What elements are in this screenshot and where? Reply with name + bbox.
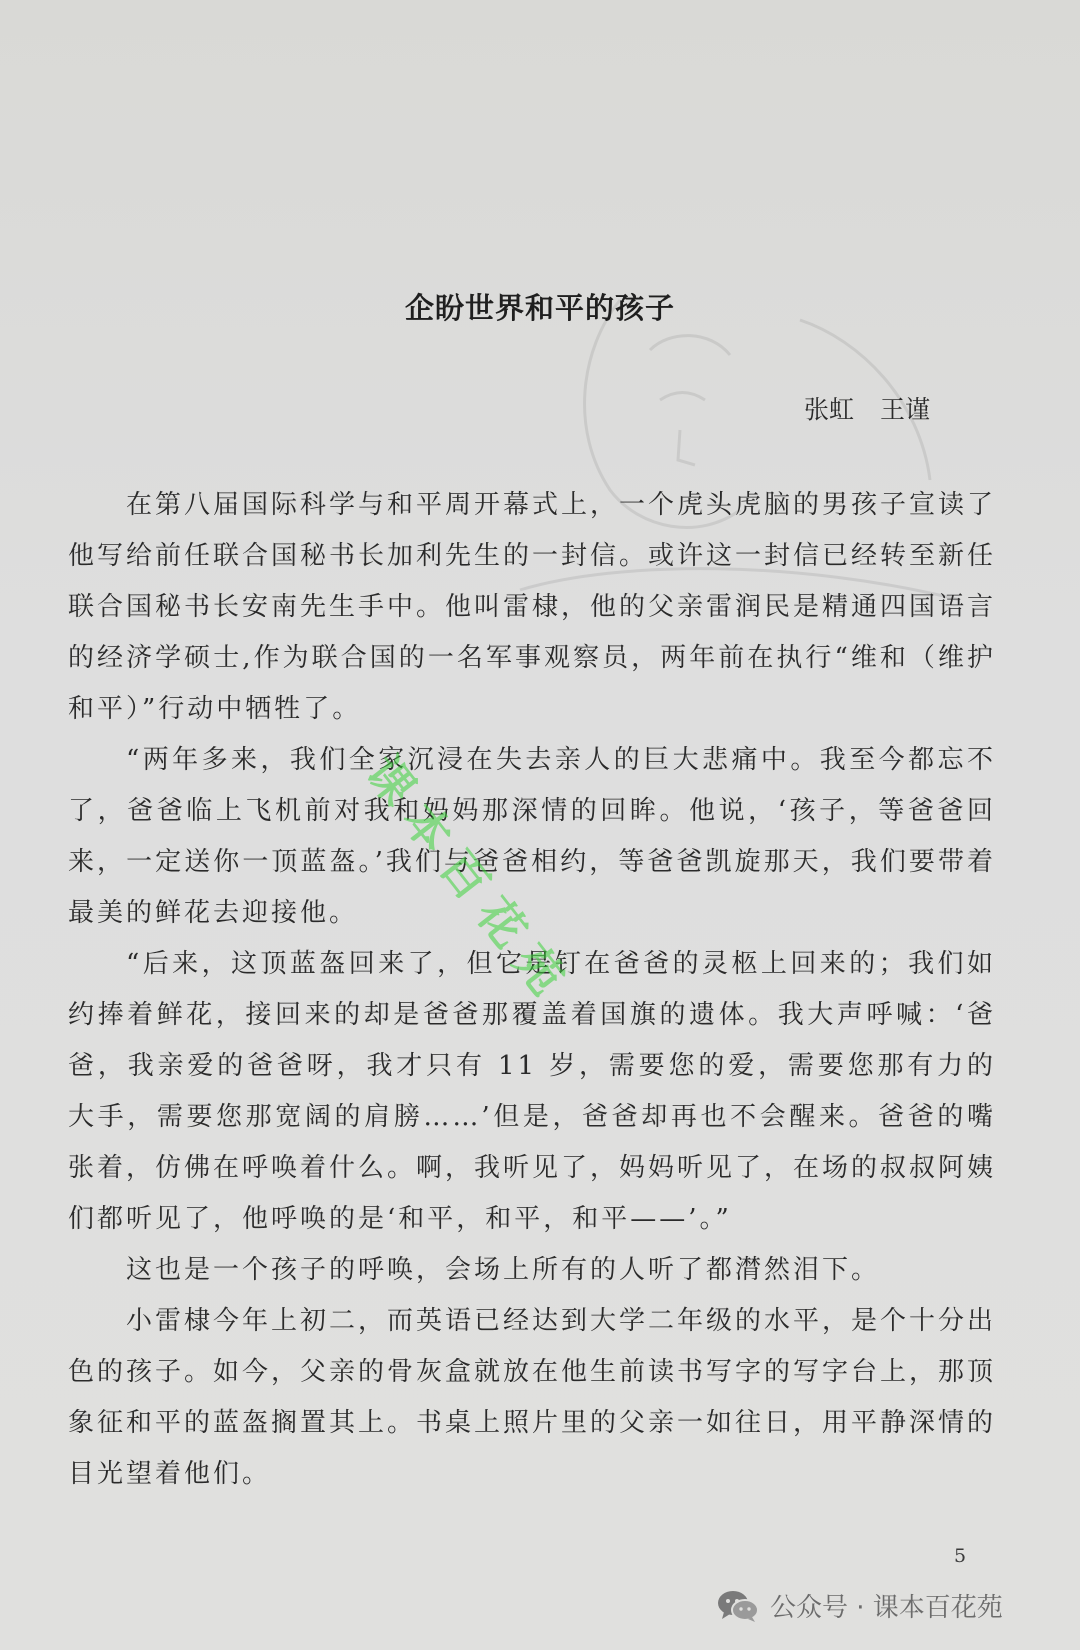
article-authors bbox=[804, 390, 930, 426]
page-number: 5 bbox=[954, 1545, 967, 1567]
paragraph: 小雷棣今年上初二，而英语已经达到大学二年级的水平，是个十分出色的孩子。如今，父亲的骨灰盒就放在他生前读书写字的写字台上，那顶象征和平的蓝盔搁置其上。书桌上照片里的父亲一如往日，用平静深情的目光望着他们。 bbox=[68, 1306, 997, 1489]
author-name: 王谨 bbox=[879, 395, 930, 424]
article-title: 企盼世界和平的孩子 bbox=[404, 291, 675, 325]
author-name: 张虹 bbox=[803, 395, 854, 424]
green-watermark bbox=[355, 620, 725, 1016]
paragraph: “两年多来，我们全家沉浸在失去亲人的巨大悲痛中。我至今都忘不了，爸爸临上飞机前对我和妈妈那深情的回眸。他说，‘孩子，等爸爸回来，一定送你一顶蓝盔。’我们与爸爸相约，等爸爸凯旋那天，我们要带着最美的鲜花去迎接他。 bbox=[68, 745, 996, 928]
footer-label: 公众号 · 课本百花苑 bbox=[770, 1593, 1003, 1623]
paragraph: “后来，这顶蓝盔回来了，但它是钉在爸爸的灵柩上回来的；我们如约捧着鲜花，接回来的却是爸爸那覆盖着国旗的遗体。我大声呼喊：‘爸爸，我亲爱的爸爸呀，我才只有 11 岁，需要您的爱，需要您那有力的大手，需要您那宽阔的肩膀……’但是，爸爸却再也不会醒来。爸爸的嘴张着，仿佛在呼唤着什么。啊，我听见了，妈妈听见了，在场的叔叔阿姨们都听见了，他呼唤的是‘和平，和平，和平——’。” bbox=[68, 949, 997, 1234]
watermark-text: 课本百花苑 bbox=[355, 745, 583, 1016]
wechat-icon bbox=[716, 1588, 760, 1624]
paragraph: 在第八届国际科学与和平周开幕式上，一个虎头虎脑的男孩子宣读了他写给前任联合国秘书长加利先生的一封信。或许这一封信已经转至新任联合国秘书长安南先生手中。他叫雷棣，他的父亲雷润民是精通四国语言的经济学硕士,作为联合国的一名军事观察员，两年前在执行“维和（维护和平）”行动中牺牲了。 bbox=[68, 490, 997, 724]
paragraph: 这也是一个孩子的呼唤，会场上所有的人听了都潸然泪下。 bbox=[126, 1255, 881, 1285]
wechat-account-footer bbox=[716, 1587, 1003, 1624]
